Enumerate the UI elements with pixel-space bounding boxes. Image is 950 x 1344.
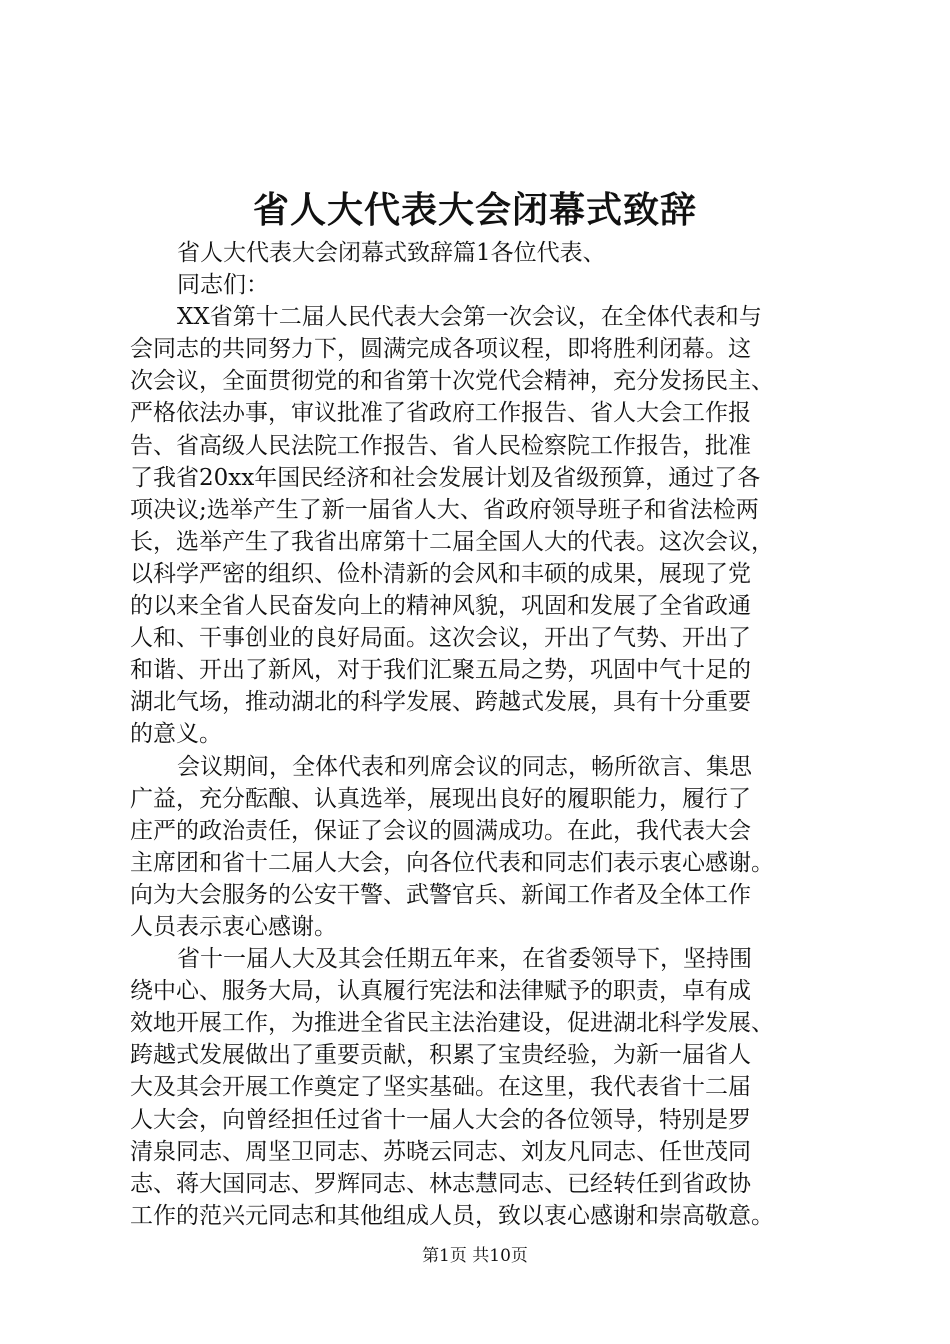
text-line: XX省第十二届人民代表大会第一次会议，在全体代表和与: [177, 304, 762, 331]
text-line: 项决议;选举产生了新一届省人大、省政府领导班子和省法检两: [130, 496, 759, 523]
text-line: 人员表示衷心感谢。: [130, 913, 337, 940]
text-line: 工作的范兴元同志和其他组成人员，致以衷心感谢和崇高敬意。: [130, 1202, 774, 1229]
text-line: 志、蒋大国同志、罗辉同志、林志慧同志、已经转任到省政协: [130, 1170, 751, 1197]
text-line: 跨越式发展做出了重要贡献，积累了宝贵经验，为新一届省人: [130, 1042, 751, 1069]
text-line: 绕中心、服务大局，认真履行宪法和法律赋予的职责，卓有成: [130, 978, 751, 1005]
document-body: [130, 237, 830, 1232]
text-line: 次会议，全面贯彻党的和省第十次党代会精神，充分发扬民主、: [130, 368, 774, 395]
document-title: 省人大代表大会闭幕式致辞: [252, 189, 697, 231]
text-line: 广益，充分酝酿、认真选举，展现出良好的履职能力，履行了: [130, 785, 751, 812]
text-line: 向为大会服务的公安干警、武警官兵、新闻工作者及全体工作: [130, 881, 751, 908]
text-line: 湖北气场，推动湖北的科学发展、跨越式发展，具有十分重要: [130, 689, 751, 716]
text-line: 了我省20xx年国民经济和社会发展计划及省级预算，通过了各: [130, 464, 761, 491]
text-line: 同志们：: [177, 272, 269, 299]
text-line: 人大会，向曾经担任过省十一届人大会的各位领导，特别是罗: [130, 1106, 751, 1133]
text-line: 长，选举产生了我省出席第十二届全国人大的代表。这次会议，: [130, 528, 774, 555]
text-line: 省人大代表大会闭幕式致辞篇1各位代表、: [177, 240, 606, 266]
text-line: 人和、干事创业的良好局面。这次会议，开出了气势、开出了: [130, 625, 751, 652]
text-line: 清泉同志、周坚卫同志、苏晓云同志、刘友凡同志、任世茂同: [130, 1138, 751, 1165]
text-line: 大及其会开展工作奠定了坚实基础。在这里，我代表省十二届: [130, 1074, 751, 1101]
text-line: 会同志的共同努力下，圆满完成各项议程，即将胜利闭幕。这: [130, 336, 751, 363]
text-line: 的以来全省人民奋发向上的精神风貌，巩固和发展了全省政通: [130, 593, 751, 620]
text-line: 严格依法办事，审议批准了省政府工作报告、省人大会工作报: [130, 400, 751, 427]
text-line: 主席团和省十二届人大会，向各位代表和同志们表示衷心感谢。: [130, 849, 774, 876]
text-line: 庄严的政治责任，保证了会议的圆满成功。在此，我代表大会: [130, 817, 751, 844]
text-line: 以科学严密的组织、俭朴清新的会风和丰硕的成果，展现了党: [130, 560, 751, 587]
text-line: 会议期间，全体代表和列席会议的同志，畅所欲言、集思: [177, 753, 752, 780]
text-line: 告、省高级人民法院工作报告、省人民检察院工作报告，批准: [130, 432, 751, 459]
text-line: 省十一届人大及其会任期五年来，在省委领导下，坚持围: [177, 946, 752, 973]
page-number-footer: 第1页 共10页: [422, 1246, 528, 1266]
text-line: 的意义。: [130, 721, 222, 748]
text-line: 和谐、开出了新风，对于我们汇聚五局之势，巩固中气十足的: [130, 657, 751, 684]
text-line: 效地开展工作，为推进全省民主法治建设，促进湖北科学发展、: [130, 1010, 774, 1037]
